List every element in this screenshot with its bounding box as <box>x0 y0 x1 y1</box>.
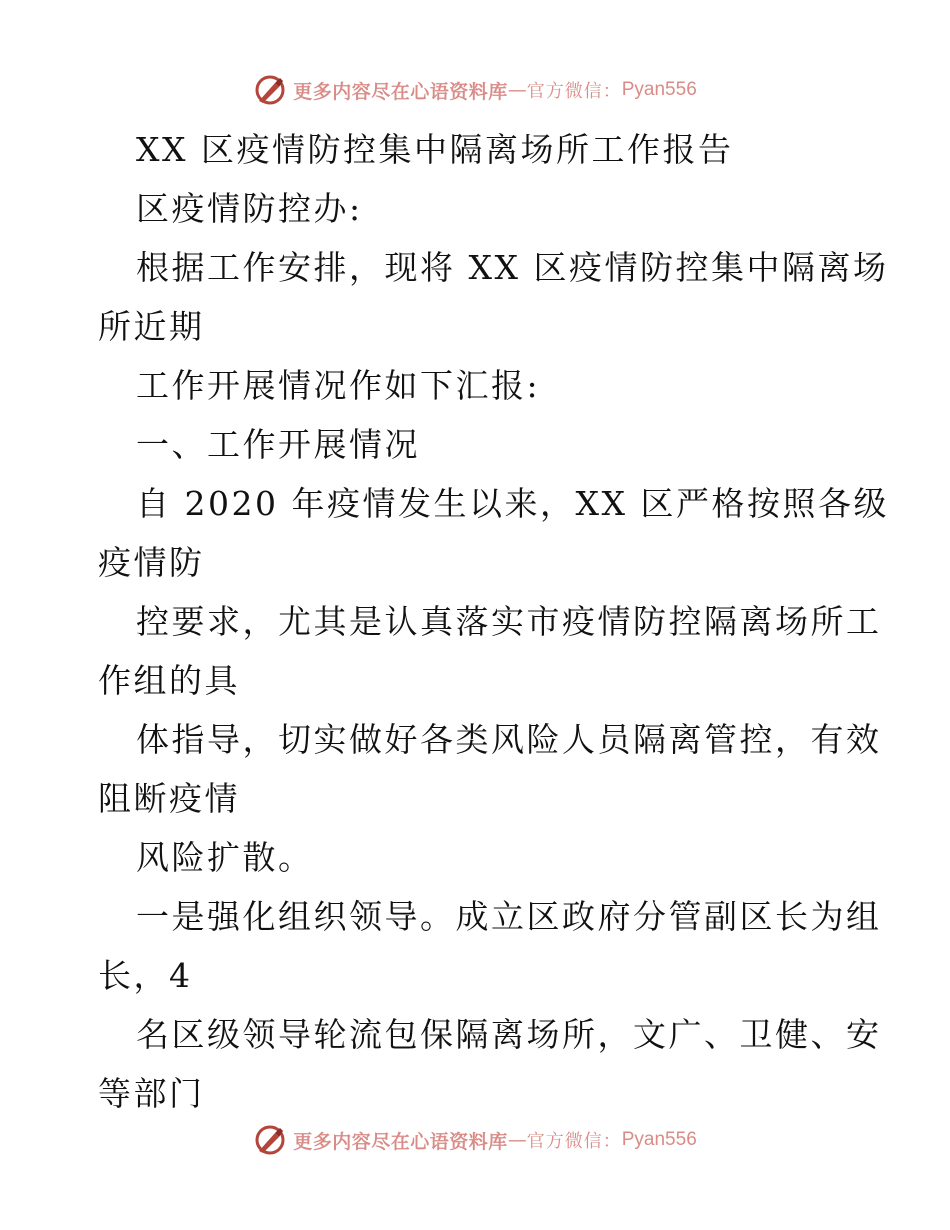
watermark-site-text: 更多内容尽在心语资料库 <box>293 1130 508 1153</box>
text-line: 风险扩散。 <box>136 838 314 877</box>
pen-logo-icon <box>253 1123 287 1157</box>
footer-watermark <box>0 1120 950 1160</box>
pen-logo-icon <box>253 73 287 107</box>
text-line: 体指导，切实做好各类风险人员隔离管控，有效 <box>136 720 882 759</box>
header-watermark <box>0 70 950 110</box>
watermark-separator: — <box>507 1129 527 1151</box>
watermark-wechat-id: Pyan556 <box>621 79 697 100</box>
text-line: 控要求，尤其是认真落实市疫情防控隔离场所工 <box>136 602 882 641</box>
text-line: 一是强化组织领导。成立区政府分管副区长为组 <box>136 897 882 936</box>
text-line: 等部门 <box>98 1074 205 1113</box>
document-body <box>98 120 889 1123</box>
text-line: 所近期 <box>98 307 205 346</box>
text-line: 名区级领导轮流包保隔离场所，文广、卫健、安 <box>136 1015 882 1054</box>
text-line: 阻断疫情 <box>98 779 240 818</box>
watermark-separator: — <box>507 79 527 101</box>
text-line: 一、工作开展情况 <box>136 425 420 464</box>
watermark-wechat-label: 官方微信： <box>526 81 622 102</box>
document-title: XX 区疫情防控集中隔离场所工作报告 <box>136 130 734 169</box>
watermark-wechat-label: 官方微信： <box>526 1131 622 1152</box>
text-line: 长，4 <box>98 956 193 995</box>
text-line: 自 2020 年疫情发生以来，XX 区严格按照各级 <box>136 484 889 523</box>
text-line: 疫情防 <box>98 543 205 582</box>
watermark-wechat-id: Pyan556 <box>621 1129 697 1150</box>
text-line: 根据工作安排，现将 XX 区疫情防控集中隔离场 <box>136 248 889 287</box>
text-line: 区疫情防控办: <box>136 189 363 228</box>
watermark-site-text: 更多内容尽在心语资料库 <box>293 80 508 103</box>
text-line: 作组的具 <box>98 661 240 700</box>
text-line: 工作开展情况作如下汇报: <box>136 366 541 405</box>
